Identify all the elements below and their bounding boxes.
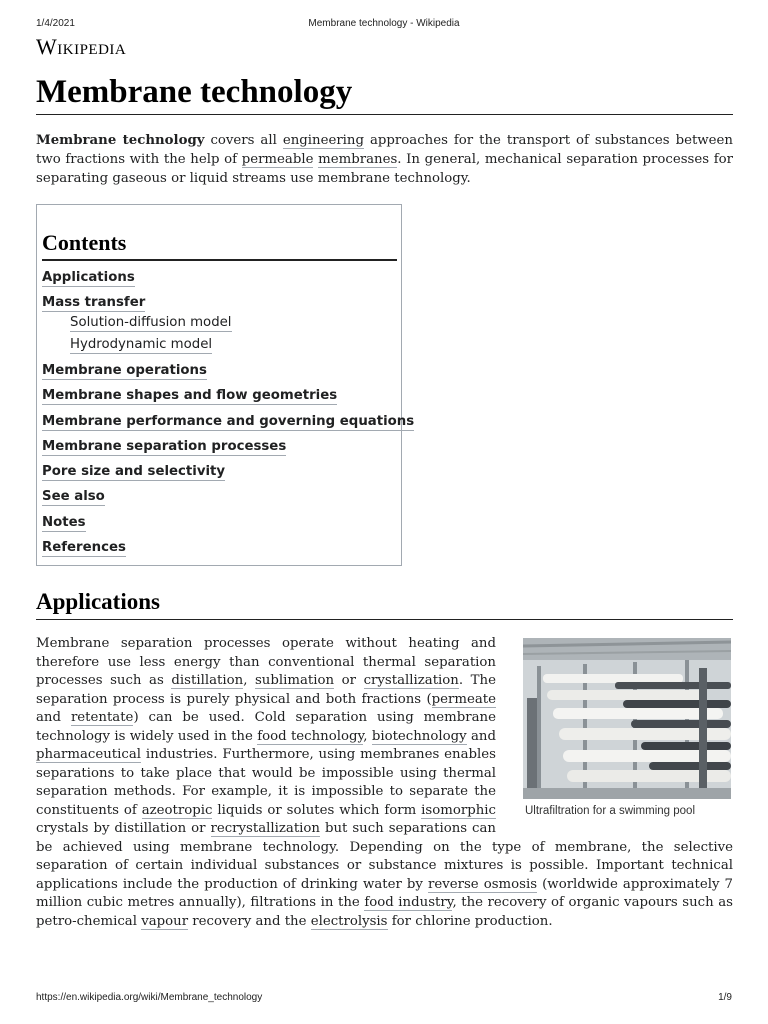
intro-paragraph xyxy=(36,131,733,188)
print-footer xyxy=(36,992,732,1006)
print-page-number: 1/9 xyxy=(718,992,732,1003)
link-isomorphic[interactable]: isomorphic xyxy=(421,802,496,818)
paragraph-text: and xyxy=(36,710,71,725)
paragraph-text: or xyxy=(334,673,364,688)
toc-item-membrane-separation-processes[interactable]: Membrane separation processes xyxy=(42,439,287,454)
toc-item-solution-diffusion-model[interactable]: Solution-diffusion model xyxy=(70,315,232,330)
link-crystallization[interactable]: crystallization xyxy=(363,673,459,688)
figure-caption: Ultrafiltration for a swimming pool xyxy=(525,805,696,817)
link-permeable[interactable]: permeable xyxy=(241,152,314,167)
link-sublimation[interactable]: sublimation xyxy=(254,673,335,688)
toc-item-references[interactable]: References xyxy=(42,540,126,555)
print-date: 1/4/2021 xyxy=(36,18,75,29)
print-page-title: Membrane technology - Wikipedia xyxy=(308,18,460,29)
figure-ultrafiltration xyxy=(523,635,733,823)
link-vapour[interactable]: vapour xyxy=(141,913,189,929)
print-header xyxy=(36,18,732,32)
link-food-technology[interactable]: food technology xyxy=(257,728,364,744)
toc-title: Contents xyxy=(42,229,397,261)
wikipedia-logo: Wikipedia xyxy=(36,34,127,59)
paragraph-text: ) can be used. Cold separation using membrane technology is widely used in the xyxy=(36,710,496,744)
link-recrystallization[interactable]: recrystallization xyxy=(210,821,320,836)
toc-item-applications[interactable]: Applications xyxy=(42,270,135,285)
link-membranes[interactable]: membranes xyxy=(318,152,398,167)
link-biotechnology[interactable]: biotechnology xyxy=(371,728,467,744)
link-permeate[interactable]: permeate xyxy=(431,691,496,707)
toc-item-pore-size[interactable]: Pore size and selectivity xyxy=(42,464,226,479)
toc-item-mass-transfer[interactable]: Mass transfer xyxy=(42,295,146,310)
intro-text: approaches for the transport of substances between two fractions with the help of xyxy=(36,133,733,167)
paragraph-text: for chlorine production. xyxy=(387,913,553,929)
paragraph-text: but such separations can be achieved using membrane technology. Depending on the type of membrane, the selective separation of certain individual substances or substance mixtures is possible. Important technical applications include the production of drinking water by xyxy=(36,821,733,892)
link-reverse-osmosis[interactable]: reverse osmosis xyxy=(428,876,538,892)
link-electrolysis[interactable]: electrolysis xyxy=(310,913,388,929)
toc-item-notes[interactable]: Notes xyxy=(42,515,86,530)
print-url: https://en.wikipedia.org/wiki/Membrane_technology xyxy=(36,992,263,1003)
section-title-applications: Applications xyxy=(36,588,733,620)
applications-paragraph xyxy=(36,635,733,931)
paragraph-text: liquids or solutes which form xyxy=(212,802,422,818)
link-azeotropic[interactable]: azeotropic xyxy=(141,802,213,818)
table-of-contents xyxy=(36,204,415,566)
paragraph-text: (worldwide approximately 7 million cubic metres annually), filtrations in the xyxy=(36,876,733,910)
paragraph-text: industries. Furthermore, using membranes enables separations to take place that would be impossible using thermal separation methods. For example, it is impossible to separate the constituents of xyxy=(36,747,496,818)
paragraph-text: and xyxy=(466,728,496,744)
link-pharmaceutical[interactable]: pharmaceutical xyxy=(36,747,141,762)
paragraph-text: recovery and the xyxy=(188,913,311,929)
article-title: Membrane technology xyxy=(36,72,733,115)
toc-item-membrane-operations[interactable]: Membrane operations xyxy=(42,363,207,378)
toc-item-see-also[interactable]: See also xyxy=(42,489,105,504)
toc-item-membrane-performance[interactable]: Membrane performance and governing equations xyxy=(42,414,415,429)
paragraph-text: , xyxy=(243,673,255,688)
paragraph-text: Membrane separation processes operate without heating and therefore use less energy than conventional thermal separation processes such as xyxy=(36,636,496,688)
intro-bold-term: Membrane technology xyxy=(36,133,205,148)
ultrafiltration-photo[interactable] xyxy=(523,638,731,799)
toc-item-membrane-shapes[interactable]: Membrane shapes and flow geometries xyxy=(42,388,338,403)
intro-text: . In general, mechanical separation processes for separating gaseous or liquid streams use membrane technology. xyxy=(36,152,734,186)
link-retentate[interactable]: retentate xyxy=(70,710,134,725)
paragraph-text: crystals by distillation or xyxy=(36,821,211,836)
toc-item-hydrodynamic-model[interactable]: Hydrodynamic model xyxy=(70,337,213,352)
link-distillation[interactable]: distillation xyxy=(171,673,244,688)
paragraph-text: , the recovery of organic vapours such as petro-chemical xyxy=(36,895,733,929)
link-engineering[interactable]: engineering xyxy=(282,133,365,148)
intro-text: covers all xyxy=(204,133,283,148)
paragraph-text: . The separation process is purely physical and both fractions ( xyxy=(36,673,496,707)
link-food-industry[interactable]: food industry xyxy=(364,895,453,910)
paragraph-text: , xyxy=(363,728,372,744)
